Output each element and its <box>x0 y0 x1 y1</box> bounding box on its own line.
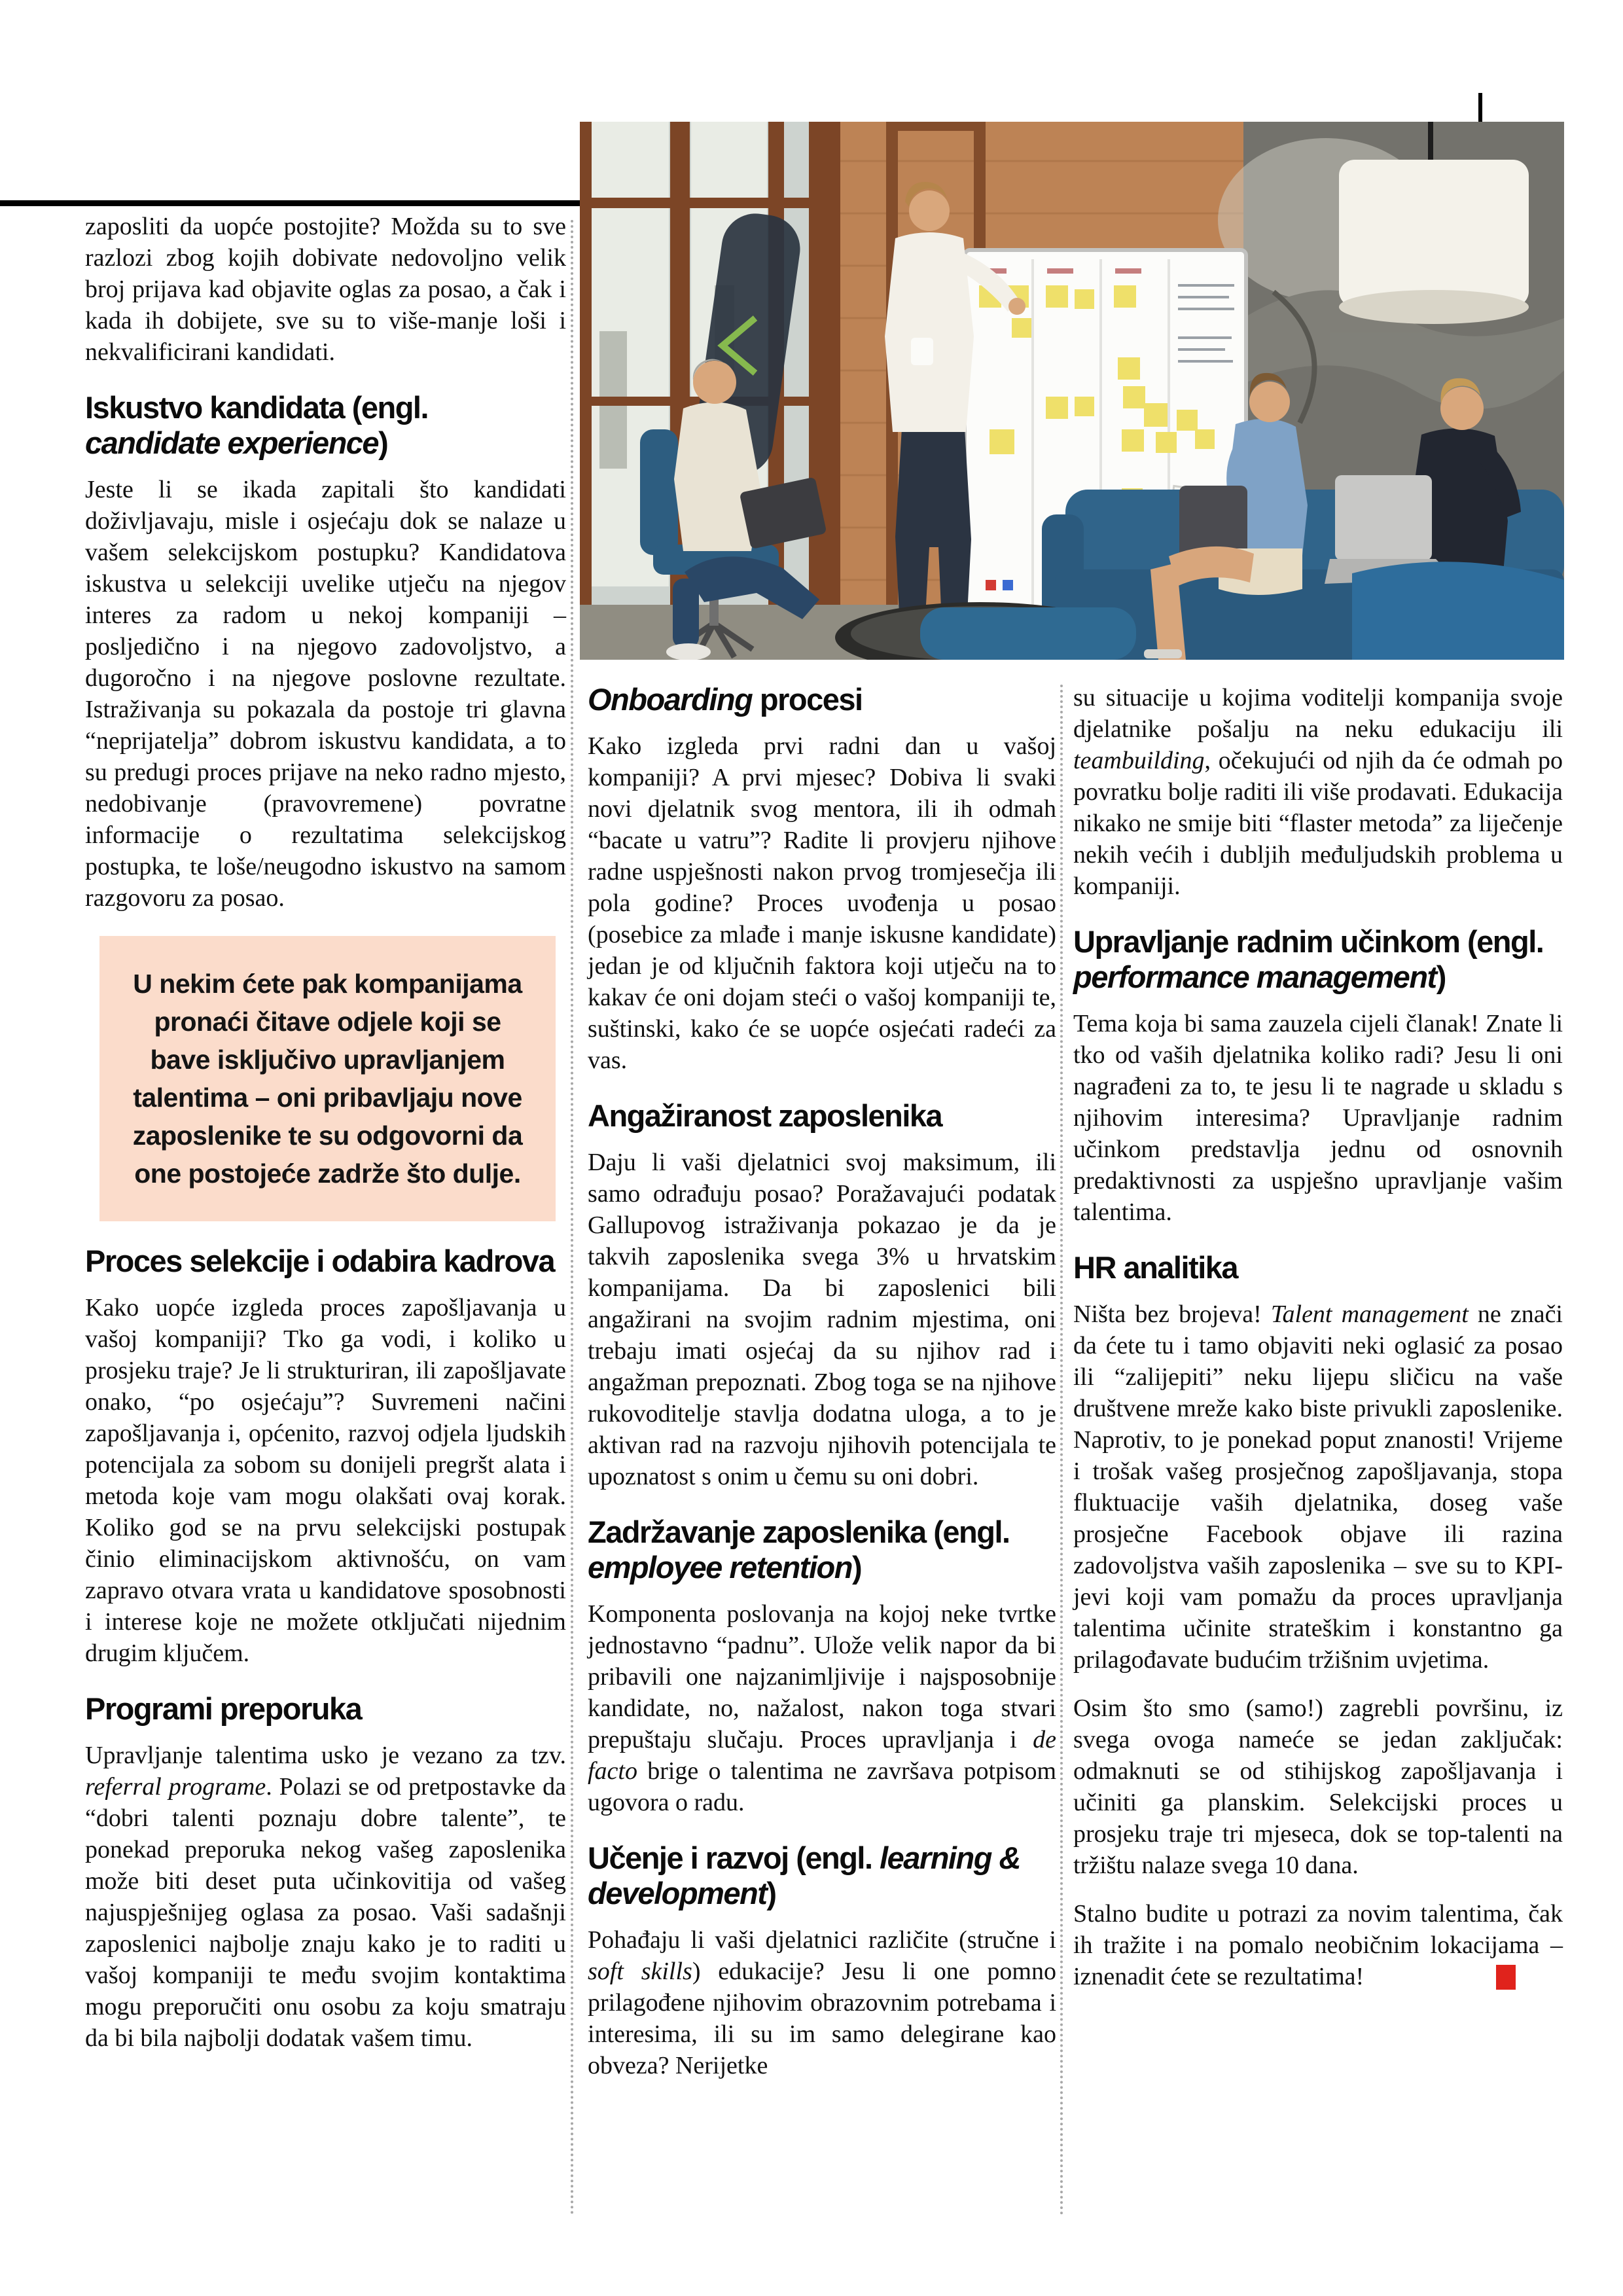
paragraph: zaposliti da uopće postojite? Možda su to sve razlozi zbog kojih dobivate nedovoljno velik broj prijava kad objavite oglas za posao, a čak i kada ih dobijete, sve su to više-manje loši i nekvalificirani kandidati. <box>85 213 566 366</box>
heading-text: Zadržavanje zaposlenika (engl. <box>588 1515 1010 1549</box>
paragraph-text: ne znači da ćete tu i tamo objaviti neki oglasić za posao ili “zalijepiti” neku lijepu sličicu na vaše društvene mreže kako biste privukli zaposlenike. Naprotiv, to je ponekad poput znanosti! Vrijeme i trošak vašeg prosječnog zapošljavanja, stopa fluktuacije vaših djelatnika, doseg vaše prosječne Facebook objave ili razina zadovoljstva vaših zaposlenika – sve su to KPI-jevi koji vam pomažu da proces upravljanja talentima učinite strateškim i konstantno ga prilagođavate budućim tržišnim uvjetima. <box>1073 1300 1563 1674</box>
paragraph: Daju li vaši djelatnici svoj maksimum, ili samo odrađuju posao? Poražavajući podatak Gallupovog istraživanja pokazao je da je takvih zaposlenika svega 3% u hrvatskim kompanijama. Da bi zaposlenici bili angažirani na svojim radnim mjestima, oni trebaju imati osjećaj da su njihov rad i angažman prepoznati. Zbog toga se na njihove rukovoditelje stavlja dodatna uloga, a to je aktivan rad na razvoju njihovih potencijala te upoznatost s onim u čemu su oni dobri. <box>588 1149 1056 1490</box>
paragraph <box>1073 1898 1563 1992</box>
paragraph-text: , očekujući od njih da će odmah po povratku bolje raditi ili više prodavati. Edukacija nikako ne smije biti “flaster metoda” za liječenje nekih većih i dubljih međuljudskih problema u kompaniji. <box>1073 747 1563 900</box>
paragraph: Jeste li se ikada zapitali što kandidati doživljavaju, misle i osjećaju dok se nalaze u vašem selekcijskom postupku? Kandidatova iskustva u selekciji uvelike utječu na njegov interes za radom u nekoj kompaniji – posljedično i na njegovo zadovoljstvo, a dugoročno i na njegove poslovne rezultate. Istraživanja su pokazala da postoje tri glavna “neprijatelja” dobrom iskustvu kandidata, a to su predugi proces prijave na neko radno mjesto, nedobivanje (pravovremene) povratne informacije o rezultatima selekcijskog postupka, te loše/neugodno iskustvo na samom razgovoru za posao. <box>85 476 566 912</box>
column-separator <box>1060 685 1063 2216</box>
section-heading-engagement: Angažiranost zaposlenika <box>588 1098 942 1133</box>
paragraph <box>1073 682 1563 902</box>
heading-text: procesi <box>752 682 863 717</box>
heading-text: Upravljanje radnim učinkom (engl. <box>1073 924 1544 959</box>
paragraph-text: ) edukacije? Jesu li one pomno prilagođene njihovim obrazovnim potrebama i interesima, ili su im samo delegirane kao obveza? Nerijetke <box>588 1958 1056 2079</box>
paragraph: Tema koja bi sama zauzela cijeli članak! Znate li tko od vaših djelatnika koliko radi? Jesu li oni nagrađeni za to, te jesu li te nagrade u skladu s njihovim interesima? Upravljanje radnim učinkom predstavlja jednu od osnovnih predaktivnosti za uspješno upravljanje vašim talentima. <box>1073 1010 1563 1226</box>
column-separator <box>571 220 573 2216</box>
heading-text: ) <box>851 1550 862 1585</box>
section-heading-referral-programs: Programi preporuka <box>85 1691 362 1726</box>
heading-text: Učenje i razvoj (engl. <box>588 1840 880 1875</box>
section-heading-selection-process: Proces selekcije i odabira kadrova <box>85 1244 555 1278</box>
paragraph: Kako uopće izgleda proces zapošljavanja u vašoj kompaniji? Tko ga vodi, i koliko u prosjeku traje? Je li strukturiran, ili zapošljavate onako, “po osjećaju”? Suvremeni načini zapošljavanja i, općenito, razvoj odjela ljudskih potencijala za sobom su donijeli pregršt alata i metoda koje vam mogu olakšati ovaj korak. Koliko god se na prvu selekcijski postupak činio eliminacijskom aktivnošću, on vam zapravo otvara vrata u kandidatove sposobnosti i interese koje ne možete otključati nijednim drugim ključem. <box>85 1294 566 1667</box>
office-meeting-photo-illustration <box>580 122 1564 660</box>
paragraph-text: . Polazi se od pretpostavke da “dobri talenti poznaju dobre talente”, te ponekad preporuka nekog vašeg zaposlenika može biti deset puta učinkovitija od vašeg najuspješnijeg oglasa za posao. Vaši sadašnji zaposlenici najbolje znaju kako je to raditi u vašoj kompaniji te među svojim kontaktima mogu preporučiti onu osobu za koju smatraju da bi bila najbolji dodatak vašem timu. <box>85 1773 566 2052</box>
paragraph-text: Pohađaju li vaši djelatnici različite (stručne i <box>588 1926 1056 1954</box>
paragraph-italic: de facto <box>588 1726 1056 1785</box>
heading-italic: employee retention <box>588 1550 852 1585</box>
paragraph-text: Komponenta poslovanja na kojoj neke tvrtke jednostavno “padnu”. Ulože velik napor da bi pribavili one najzanimljivije i najsposobnije kandidate, no, nažalost, nakon toga stvari prepuštaju slučaju. Proces upravljanja i <box>588 1600 1056 1753</box>
paragraph-italic: teambuilding <box>1073 747 1205 774</box>
paragraph <box>85 1740 566 2054</box>
paragraph-italic: Talent management <box>1270 1300 1469 1328</box>
article-photo <box>580 122 1564 660</box>
paragraph-text: su situacije u kojima voditelji kompanija svoje djelatnike pošalju na neku edukaciju ili <box>1073 684 1563 743</box>
heading-text: ) <box>766 1876 776 1910</box>
section-heading-performance-management <box>1073 924 1563 995</box>
article-column-1 <box>85 211 566 2054</box>
left-edge-rule <box>0 200 580 206</box>
pull-quote-box: U nekim ćete pak kompanijama pronaći čitave odjele koji se bave isključivo upravljanjem talentima – oni pribavljaju nove zaposlenike te su odgovorni da one postojeće zadrže što dulje. <box>99 936 556 1221</box>
heading-text: ) <box>1436 960 1446 994</box>
section-heading-candidate-experience <box>85 390 566 461</box>
paragraph: Osim što smo (samo!) zagrebli površinu, iz svega ovoga nameće se jedan zaključak: odmaknuti se od stihijskog zapošljavanja i učiniti ga planskim. Selekcijski proces u prosjeku traje tri mjeseca, dok se top-talenti na tržištu nalaze svega 10 dana. <box>1073 1695 1563 1879</box>
paragraph <box>588 1598 1056 1818</box>
heading-italic: learning & development <box>588 1840 1020 1910</box>
heading-italic: performance management <box>1073 960 1436 994</box>
paragraph-text: Ništa bez brojeva! <box>1073 1300 1271 1328</box>
heading-text: ) <box>378 425 388 460</box>
paragraph-italic: referral programe <box>85 1773 266 1801</box>
section-heading-hr-analytics: HR analitika <box>1073 1250 1238 1285</box>
paragraph-text: Upravljanje talentima usko je vezano za tzv. <box>85 1742 566 1769</box>
article-column-3 <box>1073 682 1563 1992</box>
paragraph <box>588 1924 1056 2081</box>
paragraph-text: brige o talentima ne završava potpisom ugovora o radu. <box>588 1757 1056 1816</box>
article-column-2 <box>588 682 1056 2081</box>
heading-italic: candidate experience <box>85 425 379 460</box>
paragraph: Kako izgleda prvi radni dan u vašoj kompaniji? A prvi mjesec? Dobiva li svaki novi djelatnik svog mentora, ili ih odmah “bacate u vatru”? Radite li provjeru njihove radne uspješnosti nakon prvog tromjesečja ili pola godine? Proces uvođenja u posao (posebice za mlađe i manje iskusne kandidate) jedan je od ključnih faktora koji utječu na to kakav će oni dojam steći o vašoj kompaniji te, suštinski, kako će se uopće osjećati radeći za vas. <box>588 732 1056 1074</box>
section-heading-onboarding <box>588 682 1056 717</box>
section-heading-retention <box>588 1515 1056 1585</box>
paragraph-text: Stalno budite u potrazi za novim talentima, čak ih tražite i na pomalo neobičnim lokacijama – iznenadit ćete se rezultatima! <box>1073 1900 1563 1990</box>
heading-italic: Onboarding <box>588 682 753 717</box>
paragraph <box>1073 1299 1563 1676</box>
heading-text: Iskustvo kandidata (engl. <box>85 390 429 425</box>
section-heading-learning-development <box>588 1840 1056 1911</box>
end-of-article-mark <box>1496 1965 1516 1990</box>
paragraph-italic: soft skills <box>588 1958 692 1985</box>
